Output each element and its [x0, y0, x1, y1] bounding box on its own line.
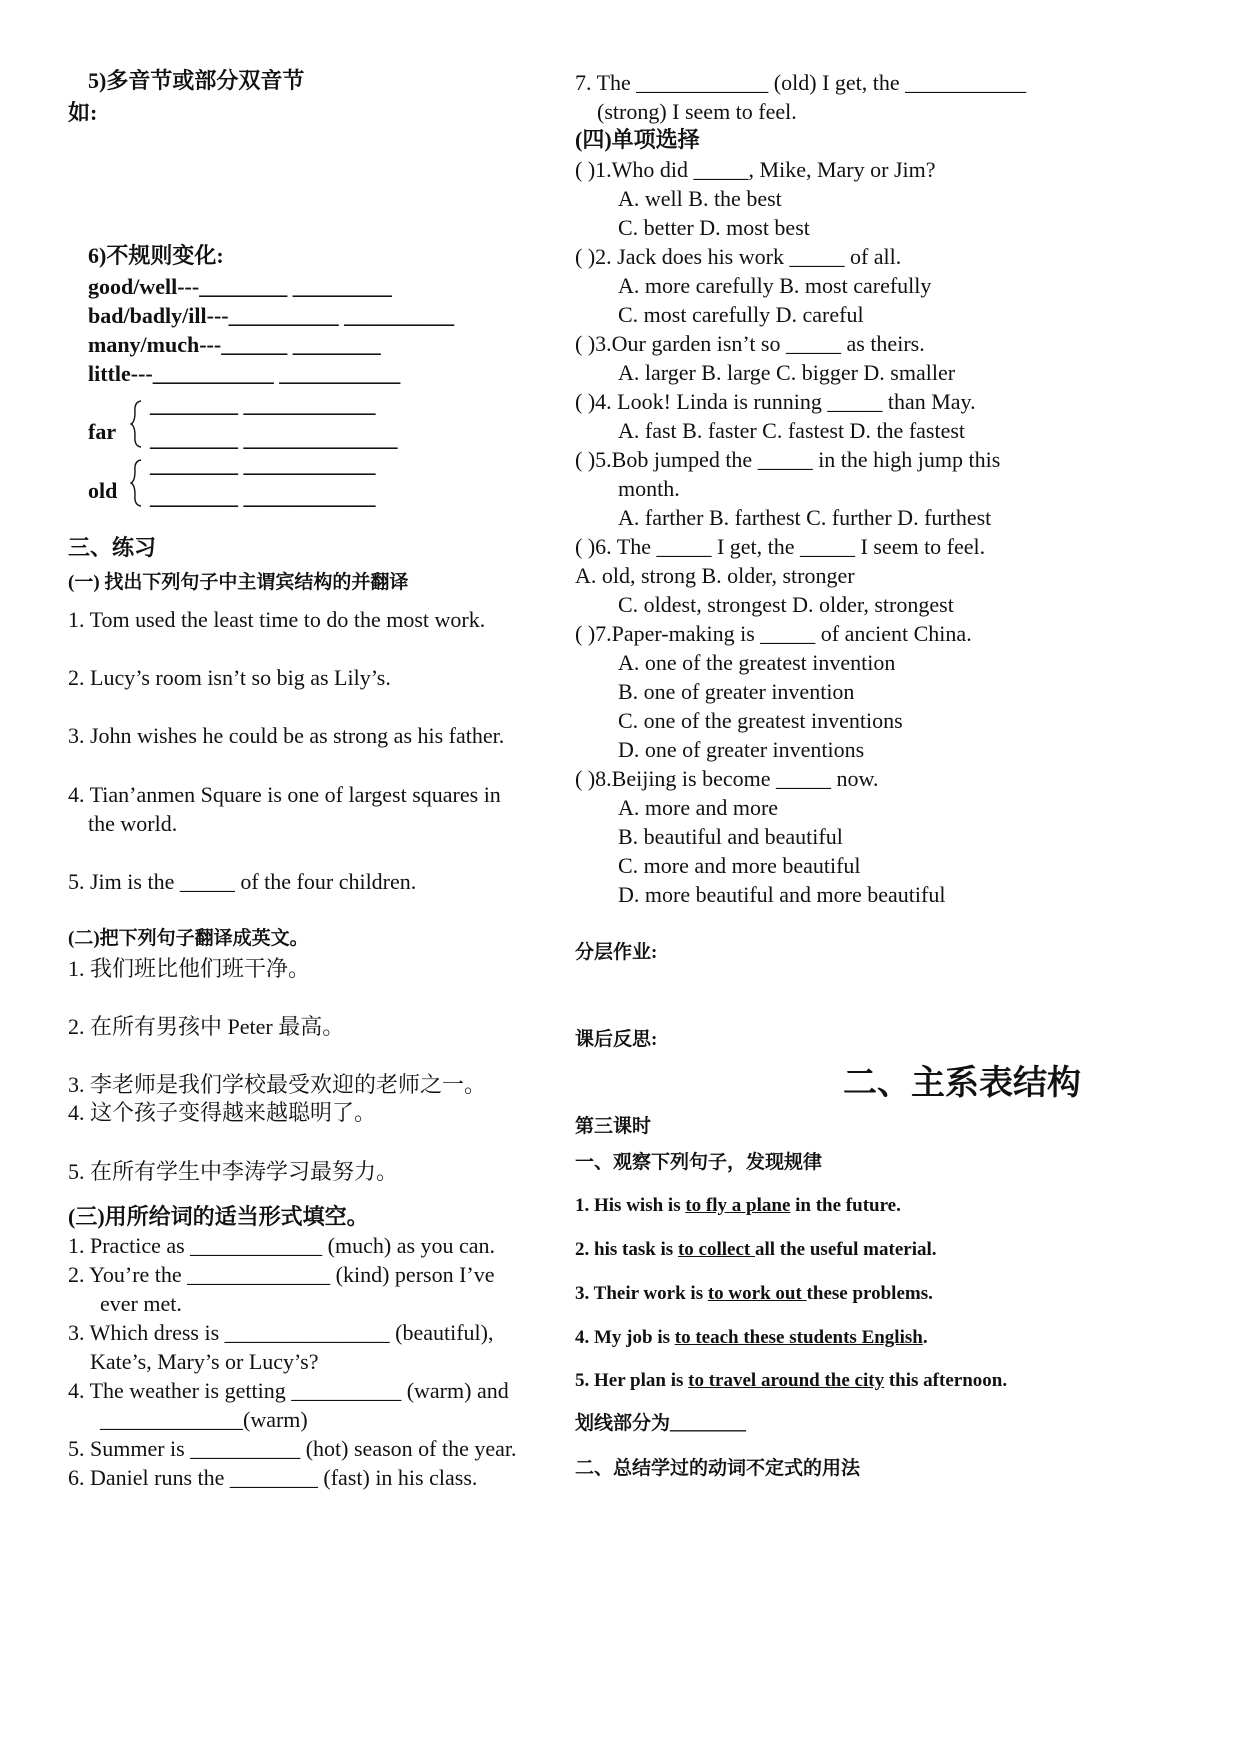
- mc-question-5-cont: month.: [618, 476, 680, 501]
- part1-item-4: 4. Tian’anmen Square is one of largest squares in: [68, 782, 501, 807]
- example-label: 如:: [68, 100, 98, 125]
- mc-options: D. more beautiful and more beautiful: [618, 882, 946, 907]
- part2-item-2: 2. 在所有男孩中 Peter 最高。: [68, 1014, 345, 1039]
- far-brace-icon: [130, 400, 142, 448]
- mc-options: C. better D. most best: [618, 215, 810, 240]
- irregular-good: good/well---________ _________: [88, 274, 392, 299]
- part3-title: (三)用所给词的适当形式填空。: [68, 1204, 369, 1229]
- part3-item-4: 4. The weather is getting __________ (warm) and: [68, 1378, 509, 1403]
- mc-question-1: ( )1.Who did _____, Mike, Mary or Jim?: [575, 157, 936, 182]
- mc-options: C. one of the greatest inventions: [618, 708, 903, 733]
- part1-item-2: 2. Lucy’s room isn’t so big as Lily’s.: [68, 665, 391, 690]
- mc-question-7: ( )7.Paper-making is _____ of ancient China.: [575, 621, 972, 646]
- part2-item-3: 3. 李老师是我们学校最受欢迎的老师之一。: [68, 1072, 487, 1097]
- part4-title: (四)单项选择: [575, 127, 700, 152]
- part2-item-1: 1. 我们班比他们班干净。: [68, 956, 311, 981]
- old-label: old: [88, 478, 118, 503]
- homework-label: 分层作业:: [575, 942, 658, 963]
- mc-options: C. oldest, strongest D. older, strongest: [618, 592, 954, 617]
- mc-question-8: ( )8.Beijing is become _____ now.: [575, 766, 879, 791]
- part1-item-3: 3. John wishes he could be as strong as his father.: [68, 723, 505, 748]
- observe-title: 一、观察下列句子，发现规律: [575, 1152, 823, 1173]
- far-line-1: ________ ____________: [150, 392, 376, 417]
- part3-item-3-cont: Kate’s, Mary’s or Lucy’s?: [90, 1349, 319, 1374]
- mc-options: A. larger B. large C. bigger D. smaller: [618, 360, 956, 385]
- mc-question-5: ( )5.Bob jumped the _____ in the high jump this: [575, 447, 1001, 472]
- part3-item-4-cont: _____________(warm): [100, 1407, 308, 1432]
- mc-options: C. most carefully D. careful: [618, 302, 864, 327]
- mc-question-3: ( )3.Our garden isn’t so _____ as theirs.: [575, 331, 925, 356]
- mc-options: A. more carefully B. most carefully: [618, 273, 932, 298]
- irregular-bad: bad/badly/ill---__________ __________: [88, 303, 455, 328]
- mc-question-2: ( )2. Jack does his work _____ of all.: [575, 244, 902, 269]
- mc-options: B. one of greater invention: [618, 679, 855, 704]
- example-sentence-3: 3. Their work is to work out these problems.: [575, 1283, 933, 1304]
- far-label: far: [88, 419, 117, 444]
- example-sentence-1: 1. His wish is to fly a plane in the future.: [575, 1195, 901, 1216]
- mc-options: A. old, strong B. older, stronger: [575, 563, 855, 588]
- mc-question-4: ( )4. Look! Linda is running _____ than May.: [575, 389, 976, 414]
- part2-title: (二)把下列句子翻译成英文。: [68, 928, 309, 949]
- old-line-1: ________ ____________: [150, 452, 376, 477]
- far-line-2: ________ ______________: [150, 426, 398, 451]
- part1-item-4-cont: the world.: [88, 811, 178, 836]
- underline-note: 划线部分为________: [575, 1413, 747, 1434]
- mc-options: A. farther B. farthest C. further D. furthest: [618, 505, 992, 530]
- part2-item-5: 5. 在所有学生中李涛学习最努力。: [68, 1159, 399, 1184]
- lesson-label: 第三课时: [575, 1116, 652, 1137]
- part3-item-1: 1. Practice as ____________ (much) as you can.: [68, 1233, 496, 1258]
- old-brace-icon: [130, 459, 142, 507]
- mc-options: B. beautiful and beautiful: [618, 824, 843, 849]
- summary-title: 二、总结学过的动词不定式的用法: [575, 1458, 861, 1479]
- example-sentence-2: 2. his task is to collect all the useful material.: [575, 1239, 937, 1260]
- mc-options: A. well B. the best: [618, 186, 782, 211]
- old-line-2: ________ ____________: [150, 484, 376, 509]
- part3-item-3: 3. Which dress is _______________ (beautiful),: [68, 1320, 494, 1345]
- part3-item-6: 6. Daniel runs the ________ (fast) in his class.: [68, 1465, 478, 1490]
- part3-item-2-cont: ever met.: [100, 1291, 182, 1316]
- practice-title: 三、练习: [68, 535, 157, 560]
- irregular-many: many/much---______ ________: [88, 332, 381, 357]
- section-5-title: 5)多音节或部分双音节: [88, 68, 305, 93]
- part2-item-4: 4. 这个孩子变得越来越聪明了。: [68, 1100, 377, 1125]
- mc-options: C. more and more beautiful: [618, 853, 861, 878]
- mc-options: A. fast B. faster C. fastest D. the fastest: [618, 418, 966, 443]
- mc-question-6: ( )6. The _____ I get, the _____ I seem to feel.: [575, 534, 986, 559]
- fill-item-7-cont: (strong) I seem to feel.: [597, 99, 797, 124]
- section-6-title: 6)不规则变化:: [88, 243, 224, 268]
- chapter-title: 二、主系表结构: [843, 1063, 1081, 1103]
- part1-item-5: 5. Jim is the _____ of the four children.: [68, 869, 417, 894]
- part1-item-1: 1. Tom used the least time to do the most work.: [68, 607, 486, 632]
- irregular-little: little---___________ ___________: [88, 361, 401, 386]
- mc-options: A. more and more: [618, 795, 779, 820]
- reflection-label: 课后反思:: [575, 1029, 658, 1050]
- mc-options: D. one of greater inventions: [618, 737, 865, 762]
- part3-item-5: 5. Summer is __________ (hot) season of the year.: [68, 1436, 517, 1461]
- part3-item-2: 2. You’re the _____________ (kind) person I’ve: [68, 1262, 495, 1287]
- example-sentence-5: 5. Her plan is to travel around the city this afternoon.: [575, 1370, 1008, 1391]
- fill-item-7: 7. The ____________ (old) I get, the ___________: [575, 70, 1027, 95]
- part1-title: (一) 找出下列句子中主谓宾结构的并翻译: [68, 572, 409, 593]
- example-sentence-4: 4. My job is to teach these students English.: [575, 1327, 928, 1348]
- mc-options: A. one of the greatest invention: [618, 650, 896, 675]
